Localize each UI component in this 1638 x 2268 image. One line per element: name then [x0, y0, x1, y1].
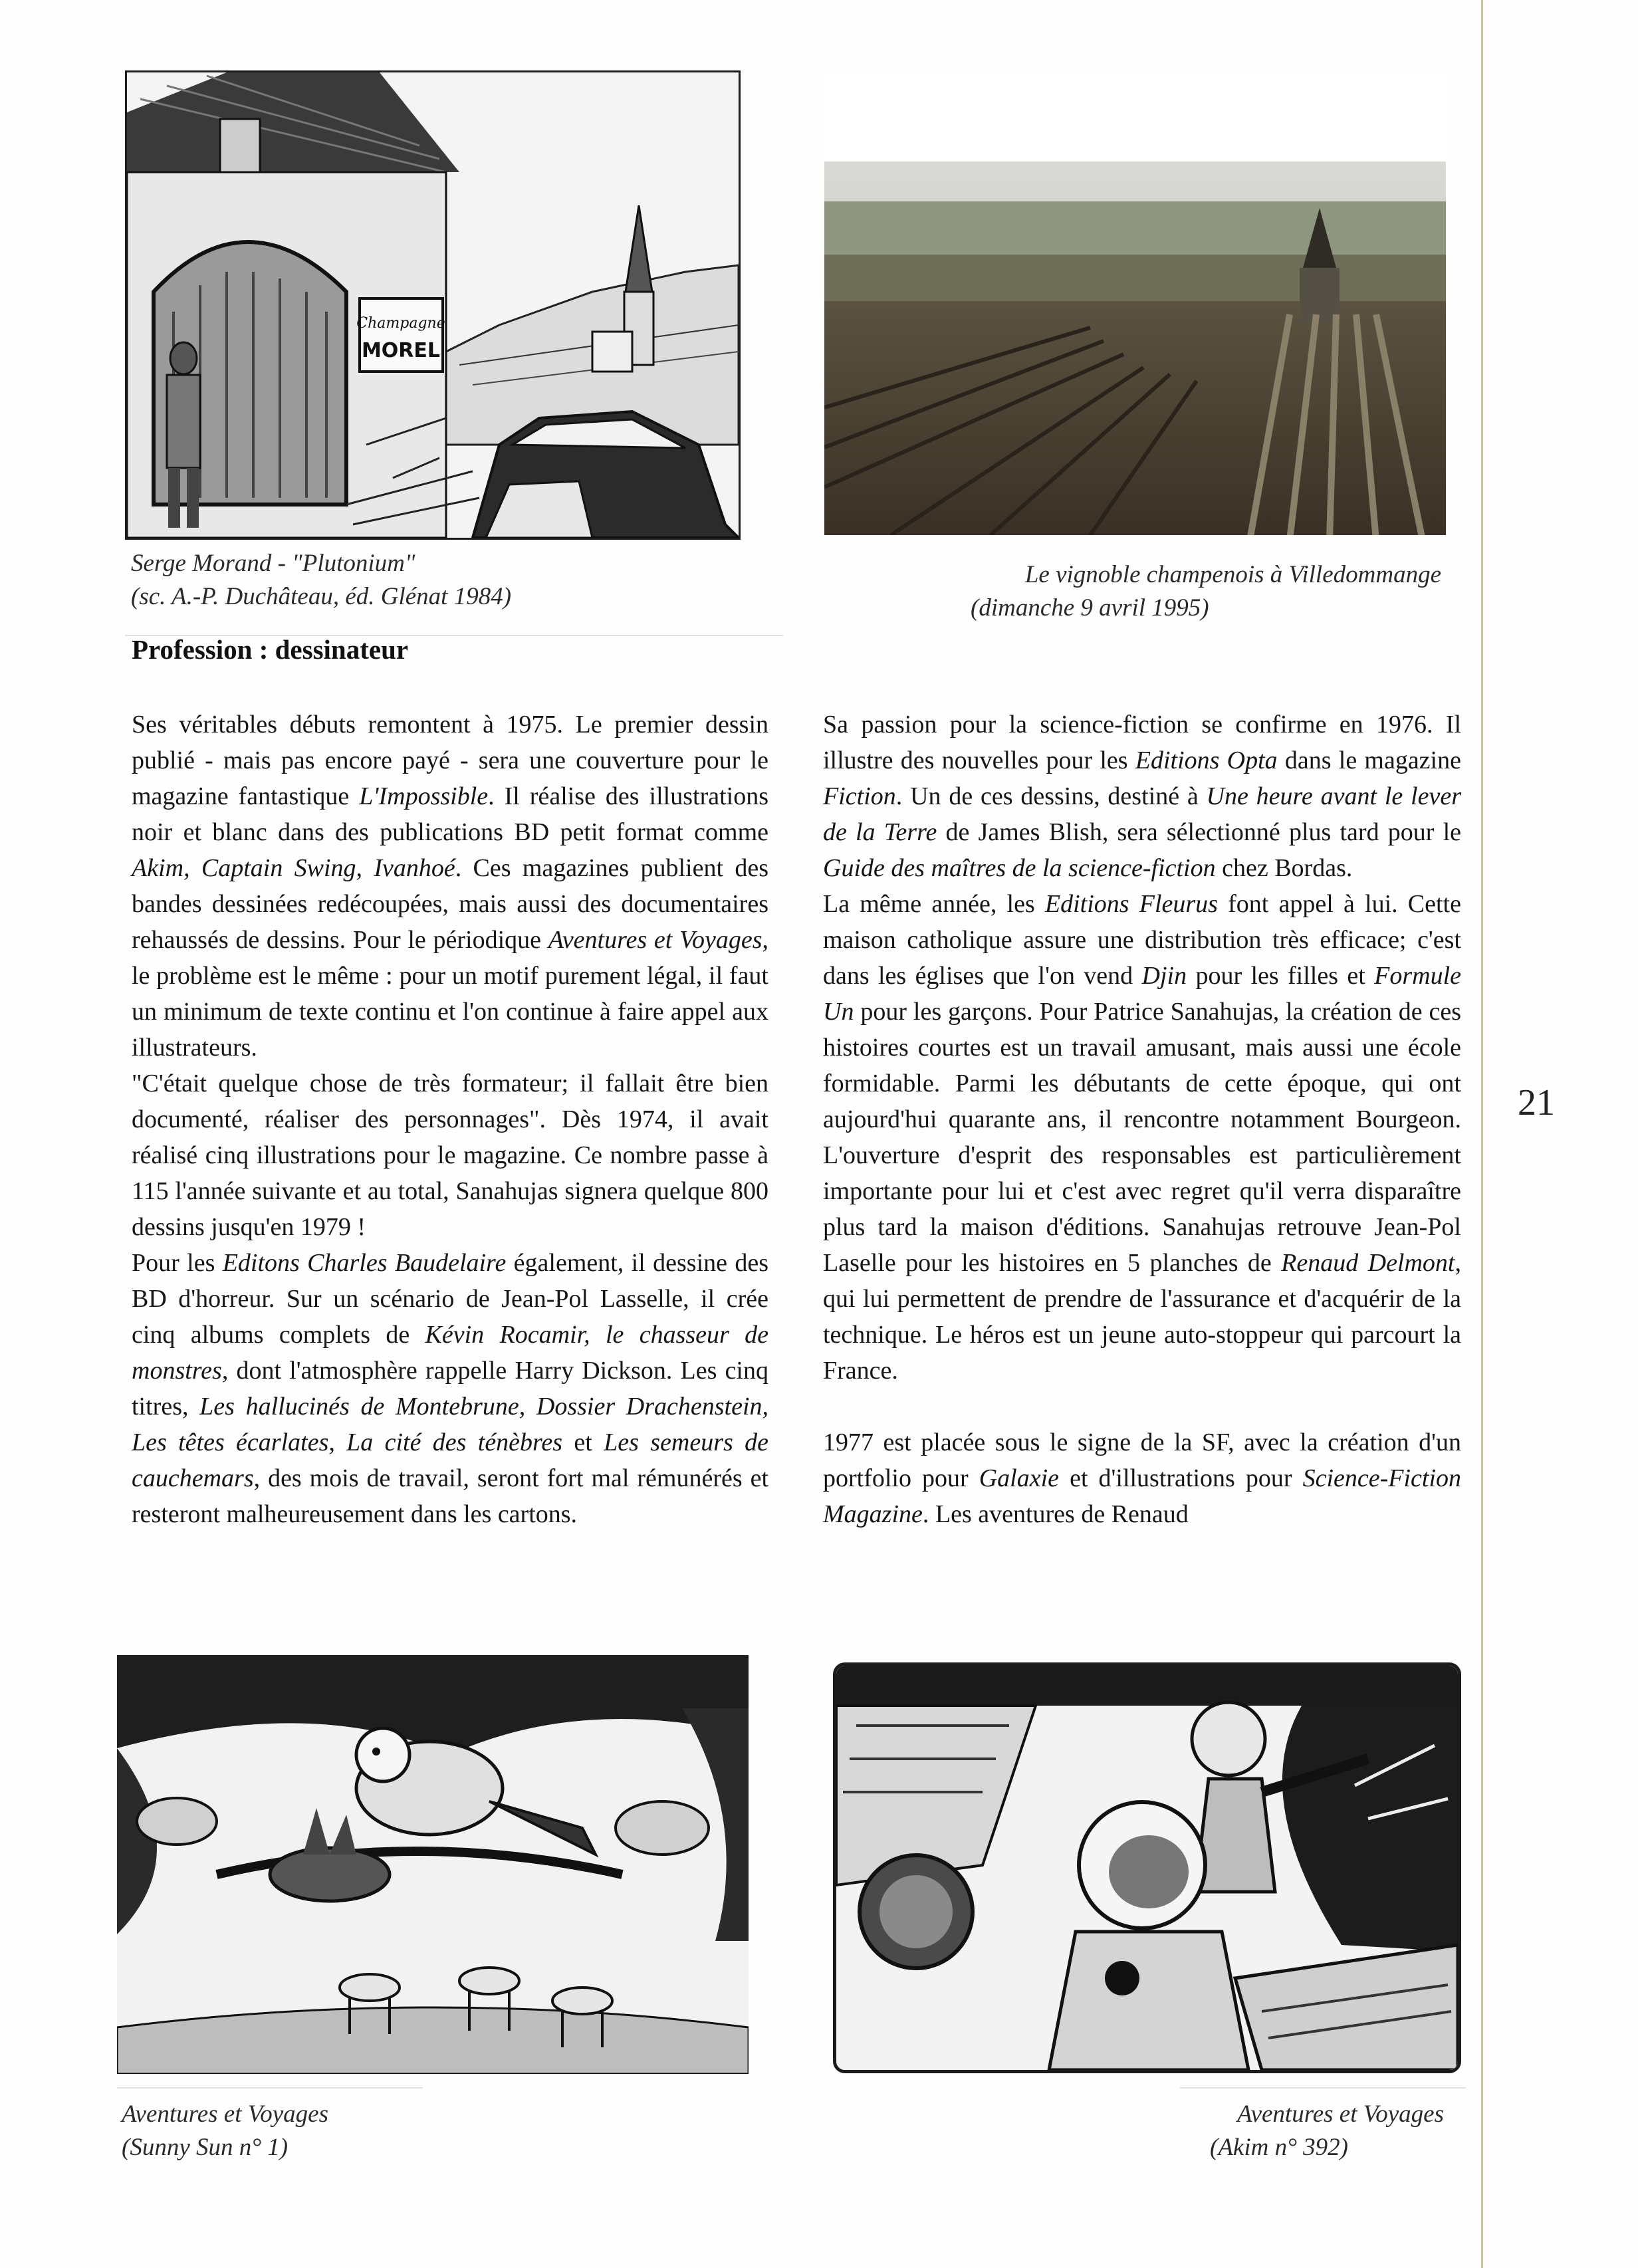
text-run: pour les filles et [1187, 962, 1375, 990]
text-run: chez Bordas. [1215, 854, 1353, 882]
ink-drawing-bird-deer [117, 1655, 749, 2074]
italic-title: Formule Un [823, 962, 1461, 1026]
right-text-column [823, 707, 1461, 1532]
text-run: , dont l'atmosphère rappelle Harry Dickson. Les cinq titres, [132, 1357, 768, 1420]
caption-vineyard [931, 558, 1441, 625]
italic-title: Kévin Rocamir, le chasseur de monstres [132, 1321, 768, 1385]
page-number: 21 [1518, 1082, 1555, 1123]
text-run: . Il réalise des illustrations noir et blanc dans des publications BD petit format comme [132, 782, 768, 846]
caption-line: Aventures et Voyages [1237, 2100, 1444, 2128]
scan-line [117, 2087, 423, 2089]
text-run: dans le magazine [1277, 746, 1461, 774]
italic-title: L'Impossible [359, 782, 489, 810]
italic-title: Science-Fiction Magazine [823, 1464, 1462, 1528]
italic-title: Aventures et Voyages [548, 926, 762, 954]
text-run: font appel à lui. Cette maison catholique assure une distribution très efficace; c'est dans les églises que l'on vend [823, 890, 1461, 990]
text-run: Ses véritables débuts remontent à 1975. Le premier dessin publié - mais pas encore payé - sera une couverture pour le magazine fantastique [132, 711, 768, 810]
sign-text-morel: MOREL [361, 339, 441, 362]
text-run: et [562, 1428, 604, 1456]
italic-title: Les semeurs de cauchemars [132, 1428, 768, 1492]
ink-drawing-astronauts [836, 1666, 1458, 2070]
italic-title: Fiction [823, 782, 896, 810]
paragraph [823, 886, 1461, 1389]
paragraph [823, 1424, 1461, 1532]
paragraph [132, 1066, 768, 1245]
caption-line: Serge Morand - "Plutonium" [131, 550, 415, 577]
caption-line: (dimanche 9 avril 1995) [971, 594, 1209, 622]
italic-title: Renaud Delmont [1281, 1249, 1455, 1277]
ink-drawing-village-gate [127, 72, 739, 538]
italic-title: Guide des maîtres de la science-fiction [823, 854, 1216, 882]
text-run: La même année, les [823, 890, 1045, 918]
page-edge-rule [1481, 0, 1483, 2268]
scan-line [1180, 2087, 1466, 2089]
figure-astronauts-illustration [833, 1662, 1461, 2073]
text-run: . Les aventures de Renaud [922, 1500, 1189, 1528]
text-run: . Ces magazines publient des bandes dessinées redécoupées, mais aussi des documentaires rehaussés de dessins. Pour le périodique [132, 854, 768, 954]
italic-title: Editions Opta [1135, 746, 1278, 774]
text-run: , qui lui permettent de prendre de l'assurance et d'acquérir de la technique. Le héros est un jeune auto-stoppeur qui parcourt la France. [823, 1249, 1461, 1385]
italic-title: Editons Charles Baudelaire [222, 1249, 507, 1277]
text-run: et d'illustrations pour [1059, 1464, 1303, 1492]
section-heading: Profession : dessinateur [132, 634, 409, 665]
caption-plutonium [131, 547, 511, 614]
text-run: , des mois de travail, seront fort mal rémunérés et resteront malheureusement dans les cartons. [132, 1464, 768, 1528]
caption-line: (Akim n° 392) [1210, 2134, 1348, 2161]
paragraph [823, 707, 1461, 886]
italic-title: Djin [1141, 962, 1187, 990]
left-text-column [132, 707, 768, 1532]
text-run: Sa passion pour la science-fiction se confirme en 1976. Il illustre des nouvelles pour les [823, 711, 1461, 774]
sign-text-champagne: Champagne [356, 315, 445, 332]
text-run: de James Blish, sera sélectionné plus tard pour le [937, 818, 1461, 846]
italic-title: Une heure avant le lever de la Terre [823, 782, 1461, 846]
text-run: Pour les [132, 1249, 223, 1277]
italic-title: Akim, Captain Swing, Ivanhoé [132, 854, 455, 882]
caption-line: Le vignoble champenois à Villedommange [1024, 561, 1441, 588]
italic-title: Les hallucinés de Montebrune, Dossier Drachenstein, Les têtes écarlates, La cité des ténèbres [132, 1393, 769, 1456]
text-run: "C'était quelque chose de très formateur; il fallait être bien documenté, réaliser des personnages". Dès 1974, il avait réalisé cinq illustrations pour le magazine. Ce nombre passe à 115 l'année suivante et au total, Sanahujas signera quelque 800 dessins jusqu'en 1979 ! [132, 1070, 768, 1241]
caption-line: Aventures et Voyages [122, 2100, 328, 2128]
text-run: également, il dessine des BD d'horreur. Sur un scénario de Jean-Pol Lasselle, il crée cinq albums complets de [132, 1249, 768, 1349]
figure-bird-nest-illustration [117, 1655, 749, 2074]
figure-plutonium-drawing [125, 70, 741, 540]
italic-title: Galaxie [979, 1464, 1060, 1492]
vineyard-photo [824, 75, 1446, 535]
caption-akim [1130, 2098, 1444, 2164]
paragraph [132, 707, 768, 1066]
text-run: , le problème est le même : pour un motif purement légal, il faut un minimum de texte continu et l'on continue à faire appel aux illustrateurs. [132, 926, 768, 1062]
text-run: . Un de ces dessins, destiné à [895, 782, 1207, 810]
text-run: 1977 est placée sous le signe de la SF, avec la création d'un portfolio pour [823, 1428, 1461, 1492]
caption-sunny-sun [122, 2098, 328, 2164]
italic-title: Editions Fleurus [1044, 890, 1218, 918]
paragraph [132, 1245, 768, 1532]
caption-line: (Sunny Sun n° 1) [122, 2134, 289, 2161]
caption-line: (sc. A.-P. Duchâteau, éd. Glénat 1984) [131, 583, 512, 610]
text-run: pour les garçons. Pour Patrice Sanahujas, la création de ces histoires courtes est un travail amusant, mais aussi une école formidable. Parmi les débutants de cette époque, qui ont aujourd'hui quarante ans, il rencontre notamment Bourgeon. L'ouverture d'esprit des responsables est particulièrement importante pour lui et c'est avec regret qu'il verra disparaître plus tard la maison d'éditions. Sanahujas retrouve Jean-Pol Laselle pour les histoires en 5 planches de [823, 998, 1461, 1277]
photo-vineyard-villedommange [824, 75, 1446, 535]
